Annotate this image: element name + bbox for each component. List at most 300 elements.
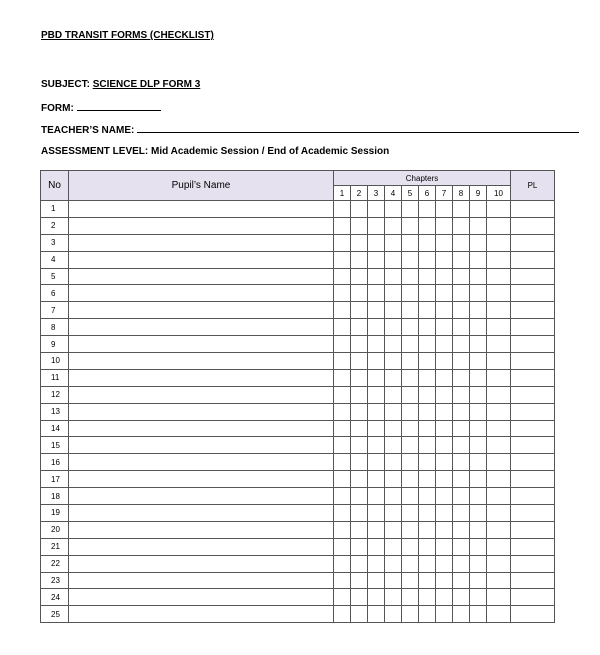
chapter-check-cell[interactable] — [334, 403, 351, 420]
pupil-name-cell[interactable] — [69, 471, 334, 488]
chapter-check-cell[interactable] — [487, 268, 511, 285]
chapter-check-cell[interactable] — [334, 234, 351, 251]
chapter-check-cell[interactable] — [351, 319, 368, 336]
chapter-check-cell[interactable] — [419, 234, 436, 251]
chapter-check-cell[interactable] — [334, 353, 351, 370]
chapter-check-cell[interactable] — [385, 201, 402, 218]
pl-cell[interactable] — [511, 353, 555, 370]
chapter-check-cell[interactable] — [436, 488, 453, 505]
chapter-check-cell[interactable] — [436, 369, 453, 386]
chapter-check-cell[interactable] — [453, 403, 470, 420]
pl-cell[interactable] — [511, 268, 555, 285]
chapter-check-cell[interactable] — [402, 369, 419, 386]
pl-cell[interactable] — [511, 420, 555, 437]
chapter-check-cell[interactable] — [351, 471, 368, 488]
pl-cell[interactable] — [511, 437, 555, 454]
pl-cell[interactable] — [511, 521, 555, 538]
chapter-check-cell[interactable] — [453, 454, 470, 471]
chapter-check-cell[interactable] — [385, 336, 402, 353]
chapter-check-cell[interactable] — [351, 521, 368, 538]
chapter-check-cell[interactable] — [470, 319, 487, 336]
chapter-check-cell[interactable] — [334, 572, 351, 589]
chapter-check-cell[interactable] — [453, 201, 470, 218]
chapter-check-cell[interactable] — [402, 336, 419, 353]
chapter-check-cell[interactable] — [470, 234, 487, 251]
chapter-check-cell[interactable] — [453, 572, 470, 589]
pl-cell[interactable] — [511, 251, 555, 268]
pl-cell[interactable] — [511, 606, 555, 623]
chapter-check-cell[interactable] — [385, 505, 402, 522]
chapter-check-cell[interactable] — [385, 589, 402, 606]
chapter-check-cell[interactable] — [334, 606, 351, 623]
pupil-name-cell[interactable] — [69, 336, 334, 353]
chapter-check-cell[interactable] — [453, 285, 470, 302]
chapter-check-cell[interactable] — [436, 538, 453, 555]
chapter-check-cell[interactable] — [368, 589, 385, 606]
chapter-check-cell[interactable] — [351, 488, 368, 505]
chapter-check-cell[interactable] — [368, 521, 385, 538]
chapter-check-cell[interactable] — [470, 589, 487, 606]
chapter-check-cell[interactable] — [470, 555, 487, 572]
chapter-check-cell[interactable] — [470, 353, 487, 370]
chapter-check-cell[interactable] — [402, 251, 419, 268]
chapter-check-cell[interactable] — [385, 606, 402, 623]
chapter-check-cell[interactable] — [487, 606, 511, 623]
chapter-check-cell[interactable] — [436, 572, 453, 589]
chapter-check-cell[interactable] — [419, 319, 436, 336]
pupil-name-cell[interactable] — [69, 201, 334, 218]
chapter-check-cell[interactable] — [402, 420, 419, 437]
chapter-check-cell[interactable] — [402, 319, 419, 336]
chapter-check-cell[interactable] — [385, 488, 402, 505]
chapter-check-cell[interactable] — [351, 353, 368, 370]
chapter-check-cell[interactable] — [368, 201, 385, 218]
chapter-check-cell[interactable] — [419, 488, 436, 505]
pupil-name-cell[interactable] — [69, 572, 334, 589]
chapter-check-cell[interactable] — [385, 217, 402, 234]
chapter-check-cell[interactable] — [419, 420, 436, 437]
chapter-check-cell[interactable] — [470, 403, 487, 420]
chapter-check-cell[interactable] — [436, 217, 453, 234]
chapter-check-cell[interactable] — [334, 521, 351, 538]
chapter-check-cell[interactable] — [402, 386, 419, 403]
chapter-check-cell[interactable] — [453, 521, 470, 538]
chapter-check-cell[interactable] — [368, 471, 385, 488]
chapter-check-cell[interactable] — [487, 302, 511, 319]
chapter-check-cell[interactable] — [334, 251, 351, 268]
pupil-name-cell[interactable] — [69, 420, 334, 437]
chapter-check-cell[interactable] — [453, 420, 470, 437]
chapter-check-cell[interactable] — [368, 538, 385, 555]
chapter-check-cell[interactable] — [419, 201, 436, 218]
chapter-check-cell[interactable] — [487, 505, 511, 522]
chapter-check-cell[interactable] — [470, 471, 487, 488]
chapter-check-cell[interactable] — [385, 353, 402, 370]
pl-cell[interactable] — [511, 302, 555, 319]
chapter-check-cell[interactable] — [419, 285, 436, 302]
chapter-check-cell[interactable] — [470, 420, 487, 437]
chapter-check-cell[interactable] — [436, 201, 453, 218]
chapter-check-cell[interactable] — [453, 589, 470, 606]
chapter-check-cell[interactable] — [453, 353, 470, 370]
chapter-check-cell[interactable] — [487, 319, 511, 336]
chapter-check-cell[interactable] — [368, 505, 385, 522]
chapter-check-cell[interactable] — [470, 285, 487, 302]
chapter-check-cell[interactable] — [453, 234, 470, 251]
pupil-name-cell[interactable] — [69, 437, 334, 454]
chapter-check-cell[interactable] — [368, 234, 385, 251]
chapter-check-cell[interactable] — [436, 505, 453, 522]
chapter-check-cell[interactable] — [453, 471, 470, 488]
pl-cell[interactable] — [511, 572, 555, 589]
chapter-check-cell[interactable] — [334, 505, 351, 522]
chapter-check-cell[interactable] — [402, 471, 419, 488]
chapter-check-cell[interactable] — [402, 538, 419, 555]
pupil-name-cell[interactable] — [69, 521, 334, 538]
chapter-check-cell[interactable] — [385, 386, 402, 403]
pl-cell[interactable] — [511, 234, 555, 251]
chapter-check-cell[interactable] — [453, 606, 470, 623]
chapter-check-cell[interactable] — [368, 454, 385, 471]
chapter-check-cell[interactable] — [402, 606, 419, 623]
chapter-check-cell[interactable] — [436, 403, 453, 420]
chapter-check-cell[interactable] — [385, 437, 402, 454]
chapter-check-cell[interactable] — [436, 555, 453, 572]
chapter-check-cell[interactable] — [368, 420, 385, 437]
chapter-check-cell[interactable] — [385, 555, 402, 572]
chapter-check-cell[interactable] — [436, 471, 453, 488]
chapter-check-cell[interactable] — [385, 369, 402, 386]
pupil-name-cell[interactable] — [69, 217, 334, 234]
chapter-check-cell[interactable] — [487, 386, 511, 403]
chapter-check-cell[interactable] — [402, 285, 419, 302]
chapter-check-cell[interactable] — [368, 606, 385, 623]
chapter-check-cell[interactable] — [487, 353, 511, 370]
chapter-check-cell[interactable] — [453, 538, 470, 555]
chapter-check-cell[interactable] — [487, 471, 511, 488]
chapter-check-cell[interactable] — [453, 319, 470, 336]
chapter-check-cell[interactable] — [402, 454, 419, 471]
chapter-check-cell[interactable] — [487, 420, 511, 437]
chapter-check-cell[interactable] — [419, 505, 436, 522]
pupil-name-cell[interactable] — [69, 234, 334, 251]
chapter-check-cell[interactable] — [385, 403, 402, 420]
chapter-check-cell[interactable] — [487, 369, 511, 386]
chapter-check-cell[interactable] — [334, 336, 351, 353]
chapter-check-cell[interactable] — [436, 285, 453, 302]
chapter-check-cell[interactable] — [470, 336, 487, 353]
chapter-check-cell[interactable] — [385, 572, 402, 589]
chapter-check-cell[interactable] — [351, 369, 368, 386]
chapter-check-cell[interactable] — [402, 505, 419, 522]
chapter-check-cell[interactable] — [351, 420, 368, 437]
pl-cell[interactable] — [511, 505, 555, 522]
chapter-check-cell[interactable] — [402, 217, 419, 234]
pupil-name-cell[interactable] — [69, 319, 334, 336]
pl-cell[interactable] — [511, 319, 555, 336]
chapter-check-cell[interactable] — [436, 353, 453, 370]
pupil-name-cell[interactable] — [69, 538, 334, 555]
chapter-check-cell[interactable] — [351, 454, 368, 471]
chapter-check-cell[interactable] — [368, 555, 385, 572]
pupil-name-cell[interactable] — [69, 454, 334, 471]
pupil-name-cell[interactable] — [69, 251, 334, 268]
chapter-check-cell[interactable] — [334, 319, 351, 336]
chapter-check-cell[interactable] — [487, 285, 511, 302]
pl-cell[interactable] — [511, 589, 555, 606]
chapter-check-cell[interactable] — [334, 386, 351, 403]
chapter-check-cell[interactable] — [470, 386, 487, 403]
chapter-check-cell[interactable] — [419, 572, 436, 589]
chapter-check-cell[interactable] — [368, 285, 385, 302]
chapter-check-cell[interactable] — [351, 403, 368, 420]
chapter-check-cell[interactable] — [402, 589, 419, 606]
chapter-check-cell[interactable] — [470, 251, 487, 268]
chapter-check-cell[interactable] — [368, 572, 385, 589]
chapter-check-cell[interactable] — [368, 217, 385, 234]
chapter-check-cell[interactable] — [368, 251, 385, 268]
chapter-check-cell[interactable] — [402, 572, 419, 589]
chapter-check-cell[interactable] — [334, 369, 351, 386]
chapter-check-cell[interactable] — [368, 488, 385, 505]
chapter-check-cell[interactable] — [453, 488, 470, 505]
pl-cell[interactable] — [511, 285, 555, 302]
chapter-check-cell[interactable] — [487, 251, 511, 268]
chapter-check-cell[interactable] — [436, 268, 453, 285]
chapter-check-cell[interactable] — [453, 336, 470, 353]
pl-cell[interactable] — [511, 386, 555, 403]
pl-cell[interactable] — [511, 555, 555, 572]
form-blank[interactable] — [77, 101, 161, 111]
chapter-check-cell[interactable] — [436, 386, 453, 403]
chapter-check-cell[interactable] — [402, 268, 419, 285]
chapter-check-cell[interactable] — [419, 454, 436, 471]
chapter-check-cell[interactable] — [487, 521, 511, 538]
chapter-check-cell[interactable] — [470, 488, 487, 505]
pupil-name-cell[interactable] — [69, 589, 334, 606]
chapter-check-cell[interactable] — [385, 285, 402, 302]
chapter-check-cell[interactable] — [470, 201, 487, 218]
chapter-check-cell[interactable] — [334, 285, 351, 302]
chapter-check-cell[interactable] — [487, 201, 511, 218]
chapter-check-cell[interactable] — [436, 251, 453, 268]
chapter-check-cell[interactable] — [334, 454, 351, 471]
chapter-check-cell[interactable] — [385, 234, 402, 251]
chapter-check-cell[interactable] — [487, 217, 511, 234]
chapter-check-cell[interactable] — [470, 505, 487, 522]
chapter-check-cell[interactable] — [351, 201, 368, 218]
chapter-check-cell[interactable] — [453, 386, 470, 403]
chapter-check-cell[interactable] — [487, 488, 511, 505]
chapter-check-cell[interactable] — [436, 336, 453, 353]
chapter-check-cell[interactable] — [453, 251, 470, 268]
chapter-check-cell[interactable] — [419, 251, 436, 268]
chapter-check-cell[interactable] — [402, 353, 419, 370]
pupil-name-cell[interactable] — [69, 353, 334, 370]
chapter-check-cell[interactable] — [385, 521, 402, 538]
pupil-name-cell[interactable] — [69, 302, 334, 319]
chapter-check-cell[interactable] — [368, 403, 385, 420]
pl-cell[interactable] — [511, 538, 555, 555]
chapter-check-cell[interactable] — [351, 285, 368, 302]
chapter-check-cell[interactable] — [436, 420, 453, 437]
chapter-check-cell[interactable] — [419, 386, 436, 403]
chapter-check-cell[interactable] — [351, 589, 368, 606]
chapter-check-cell[interactable] — [453, 555, 470, 572]
chapter-check-cell[interactable] — [368, 302, 385, 319]
chapter-check-cell[interactable] — [351, 302, 368, 319]
chapter-check-cell[interactable] — [470, 369, 487, 386]
chapter-check-cell[interactable] — [351, 386, 368, 403]
chapter-check-cell[interactable] — [470, 538, 487, 555]
chapter-check-cell[interactable] — [351, 268, 368, 285]
pupil-name-cell[interactable] — [69, 403, 334, 420]
chapter-check-cell[interactable] — [385, 454, 402, 471]
chapter-check-cell[interactable] — [436, 521, 453, 538]
chapter-check-cell[interactable] — [334, 201, 351, 218]
chapter-check-cell[interactable] — [334, 268, 351, 285]
chapter-check-cell[interactable] — [470, 521, 487, 538]
chapter-check-cell[interactable] — [385, 302, 402, 319]
chapter-check-cell[interactable] — [351, 437, 368, 454]
chapter-check-cell[interactable] — [470, 437, 487, 454]
chapter-check-cell[interactable] — [419, 268, 436, 285]
chapter-check-cell[interactable] — [487, 336, 511, 353]
pl-cell[interactable] — [511, 336, 555, 353]
teacher-name-blank[interactable] — [137, 123, 579, 133]
chapter-check-cell[interactable] — [487, 234, 511, 251]
chapter-check-cell[interactable] — [487, 454, 511, 471]
chapter-check-cell[interactable] — [351, 251, 368, 268]
pupil-name-cell[interactable] — [69, 285, 334, 302]
pupil-name-cell[interactable] — [69, 386, 334, 403]
chapter-check-cell[interactable] — [334, 217, 351, 234]
chapter-check-cell[interactable] — [487, 538, 511, 555]
chapter-check-cell[interactable] — [351, 336, 368, 353]
pl-cell[interactable] — [511, 369, 555, 386]
chapter-check-cell[interactable] — [419, 589, 436, 606]
chapter-check-cell[interactable] — [334, 488, 351, 505]
chapter-check-cell[interactable] — [402, 403, 419, 420]
chapter-check-cell[interactable] — [385, 251, 402, 268]
chapter-check-cell[interactable] — [385, 268, 402, 285]
chapter-check-cell[interactable] — [351, 572, 368, 589]
chapter-check-cell[interactable] — [470, 217, 487, 234]
chapter-check-cell[interactable] — [334, 589, 351, 606]
chapter-check-cell[interactable] — [470, 302, 487, 319]
chapter-check-cell[interactable] — [402, 234, 419, 251]
chapter-check-cell[interactable] — [402, 521, 419, 538]
chapter-check-cell[interactable] — [419, 555, 436, 572]
chapter-check-cell[interactable] — [334, 437, 351, 454]
pl-cell[interactable] — [511, 201, 555, 218]
chapter-check-cell[interactable] — [470, 454, 487, 471]
pupil-name-cell[interactable] — [69, 555, 334, 572]
chapter-check-cell[interactable] — [419, 302, 436, 319]
chapter-check-cell[interactable] — [351, 234, 368, 251]
chapter-check-cell[interactable] — [368, 319, 385, 336]
chapter-check-cell[interactable] — [368, 386, 385, 403]
chapter-check-cell[interactable] — [487, 403, 511, 420]
chapter-check-cell[interactable] — [436, 302, 453, 319]
chapter-check-cell[interactable] — [368, 268, 385, 285]
chapter-check-cell[interactable] — [351, 538, 368, 555]
chapter-check-cell[interactable] — [402, 201, 419, 218]
chapter-check-cell[interactable] — [453, 302, 470, 319]
pl-cell[interactable] — [511, 217, 555, 234]
chapter-check-cell[interactable] — [487, 437, 511, 454]
chapter-check-cell[interactable] — [419, 437, 436, 454]
chapter-check-cell[interactable] — [453, 268, 470, 285]
chapter-check-cell[interactable] — [385, 319, 402, 336]
chapter-check-cell[interactable] — [470, 606, 487, 623]
chapter-check-cell[interactable] — [334, 471, 351, 488]
chapter-check-cell[interactable] — [402, 555, 419, 572]
pl-cell[interactable] — [511, 488, 555, 505]
chapter-check-cell[interactable] — [419, 471, 436, 488]
chapter-check-cell[interactable] — [453, 369, 470, 386]
chapter-check-cell[interactable] — [436, 606, 453, 623]
chapter-check-cell[interactable] — [385, 538, 402, 555]
pl-cell[interactable] — [511, 403, 555, 420]
chapter-check-cell[interactable] — [419, 606, 436, 623]
pupil-name-cell[interactable] — [69, 369, 334, 386]
pupil-name-cell[interactable] — [69, 505, 334, 522]
chapter-check-cell[interactable] — [334, 420, 351, 437]
chapter-check-cell[interactable] — [402, 437, 419, 454]
chapter-check-cell[interactable] — [368, 353, 385, 370]
chapter-check-cell[interactable] — [487, 555, 511, 572]
chapter-check-cell[interactable] — [419, 521, 436, 538]
chapter-check-cell[interactable] — [334, 555, 351, 572]
chapter-check-cell[interactable] — [453, 437, 470, 454]
pl-cell[interactable] — [511, 454, 555, 471]
chapter-check-cell[interactable] — [419, 403, 436, 420]
chapter-check-cell[interactable] — [334, 302, 351, 319]
chapter-check-cell[interactable] — [436, 319, 453, 336]
chapter-check-cell[interactable] — [436, 437, 453, 454]
chapter-check-cell[interactable] — [368, 369, 385, 386]
chapter-check-cell[interactable] — [385, 420, 402, 437]
chapter-check-cell[interactable] — [419, 538, 436, 555]
pupil-name-cell[interactable] — [69, 488, 334, 505]
chapter-check-cell[interactable] — [334, 538, 351, 555]
chapter-check-cell[interactable] — [351, 555, 368, 572]
chapter-check-cell[interactable] — [436, 234, 453, 251]
chapter-check-cell[interactable] — [487, 572, 511, 589]
chapter-check-cell[interactable] — [351, 217, 368, 234]
pupil-name-cell[interactable] — [69, 606, 334, 623]
chapter-check-cell[interactable] — [368, 437, 385, 454]
chapter-check-cell[interactable] — [368, 336, 385, 353]
chapter-check-cell[interactable] — [419, 336, 436, 353]
chapter-check-cell[interactable] — [419, 217, 436, 234]
chapter-check-cell[interactable] — [419, 369, 436, 386]
chapter-check-cell[interactable] — [436, 454, 453, 471]
pl-cell[interactable] — [511, 471, 555, 488]
chapter-check-cell[interactable] — [453, 217, 470, 234]
chapter-check-cell[interactable] — [385, 471, 402, 488]
chapter-check-cell[interactable] — [351, 505, 368, 522]
chapter-check-cell[interactable] — [402, 302, 419, 319]
chapter-check-cell[interactable] — [436, 589, 453, 606]
chapter-check-cell[interactable] — [487, 589, 511, 606]
chapter-check-cell[interactable] — [470, 268, 487, 285]
chapter-check-cell[interactable] — [402, 488, 419, 505]
chapter-check-cell[interactable] — [419, 353, 436, 370]
pupil-name-cell[interactable] — [69, 268, 334, 285]
chapter-check-cell[interactable] — [470, 572, 487, 589]
